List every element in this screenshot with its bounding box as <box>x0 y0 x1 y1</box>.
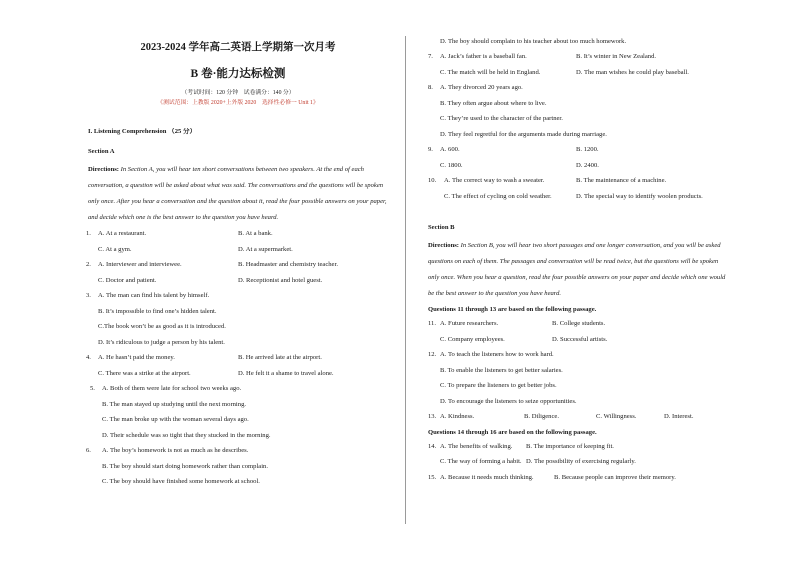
question-5: 5. A. Both of them were late for school two weeks ago. <box>90 385 242 392</box>
option-c[interactable]: C. To prepare the listeners to get better jobs. <box>440 382 557 389</box>
question-2-cd <box>88 277 388 293</box>
section-a-directions: Directions: In Section A, you will hear ten short conversations between two speakers. At the end of each conversation, a question will be asked about what was said. The conversations and the questions will be spoken only once. After you hear a conversation and the question about it, read the four possible answers on your paper, and decide which one is the best answer to the question you have heard. <box>88 166 387 221</box>
option-c[interactable]: C. At a gym. <box>98 245 132 253</box>
passage-heading: Questions 11 through 13 are based on the following passage. <box>428 306 597 313</box>
option-a[interactable]: A. To teach the listeners how to work hard. <box>440 351 554 358</box>
option-d[interactable]: D. The boy should complain to his teacher about too much homework. <box>440 38 627 45</box>
question-6: 6. A. The boy’s homework is not as much as he describes. <box>86 447 249 454</box>
option-c[interactable]: C. The way of forming a habit. <box>440 458 522 465</box>
option-d[interactable]: D. The special way to identify woolen products. <box>576 192 703 200</box>
question-10: 10. A. The correct way to wash a sweater. B. The maintenance of a machine. <box>428 177 667 184</box>
question-14: 14. A. The benefits of walking. B. The importance of keeping fit. <box>428 442 614 450</box>
question-11: 11. A. Future researchers. B. College students. <box>428 320 606 327</box>
right-column <box>428 38 753 489</box>
option-b[interactable]: B. Because people can improve their memory. <box>554 473 676 481</box>
option-c[interactable]: C. The man broke up with the woman several days ago. <box>102 416 249 423</box>
option-a[interactable]: A. Both of them were late for school two weeks ago. <box>102 385 242 392</box>
option-c[interactable]: C. They’re used to the character of the partner. <box>440 115 563 122</box>
exam-meta: （考试时间：120 分钟 试卷满分：140 分） <box>181 90 295 96</box>
option-a[interactable]: A. They divorced 20 years ago. <box>440 84 523 91</box>
option-a[interactable]: A. Future researchers. <box>440 320 499 327</box>
question-13: 13. A. Kindness. B. Diligence. C. Willingness. D. Interest. <box>428 413 694 420</box>
option-c[interactable]: C. There was a strike at the airport. <box>98 369 191 377</box>
column-divider <box>405 36 406 524</box>
option-a[interactable]: A. Jack’s father is a baseball fan. <box>440 53 527 60</box>
option-b[interactable]: B. To enable the listeners to get better salaries. <box>440 366 563 374</box>
option-a[interactable]: A. The correct way to wash a sweater. <box>444 177 545 184</box>
option-a[interactable]: A. The boy’s homework is not as much as he describes. <box>102 447 249 454</box>
question-1: 1. A. At a restaurant. B. At a bank. <box>86 230 273 237</box>
option-a[interactable]: A. Interviewer and interviewee. <box>98 261 182 268</box>
option-c[interactable]: C. Company employees. <box>440 335 505 343</box>
option-d[interactable]: D. It’s ridiculous to judge a person by his talent. <box>98 338 225 346</box>
test-scope: 《测试范围：上教版 2020+上外版 2020 选择性必修一 Unit 1》 <box>157 100 319 106</box>
question-4: 4. A. He hasn’t paid the money. B. He arrived late at the airport. <box>86 354 322 361</box>
option-b[interactable]: B. Headmaster and chemistry teacher. <box>238 261 338 268</box>
option-d[interactable]: D. They feel regretful for the arguments made during marriage. <box>440 130 607 138</box>
option-b[interactable]: B. It’s impossible to find one’s hidden talent. <box>98 307 217 315</box>
option-a[interactable]: A. Kindness. <box>440 413 475 420</box>
directions-label: Directions: <box>428 242 460 249</box>
option-d[interactable]: D. He felt it a shame to travel alone. <box>238 369 334 377</box>
option-c[interactable]: C. Doctor and patient. <box>98 276 157 284</box>
option-d[interactable]: D. The man wishes he could play baseball. <box>576 68 689 76</box>
option-c[interactable]: C. The boy should have finished some homework at school. <box>102 478 260 485</box>
option-d[interactable]: D. At a supermarket. <box>238 245 293 253</box>
option-d[interactable]: D. Receptionist and hotel guest. <box>238 276 323 284</box>
exam-subtitle: B 卷·能力达标检测 <box>190 68 286 80</box>
question-15: 15. A. Because it needs much thinking. B. Because people can improve their memory. <box>428 473 676 481</box>
section-b-directions: Directions: In Section B, you will hear two short passages and one longer conversation, and you will be asked questions on each of them. The passages and conversation will be read twice, but the questions will be spoken only once. When you hear a question, read the four possible answers on your paper and decide which one would be the best answer to the question you have heard. <box>428 242 726 297</box>
question-1-cd <box>88 246 388 262</box>
option-d[interactable]: D. 2400. <box>576 161 599 169</box>
option-b[interactable]: B. 1200. <box>576 146 599 153</box>
question-4-cd <box>88 370 388 386</box>
option-b[interactable]: B. Diligence. <box>524 413 559 420</box>
option-d[interactable]: D. Their schedule was so tight that they stucked in the morning. <box>102 431 271 439</box>
option-a[interactable]: A. At a restaurant. <box>98 230 147 237</box>
option-a[interactable]: A. The man can find his talent by himself. <box>98 292 210 299</box>
question-3: 3. A. The man can find his talent by himself. <box>86 292 210 299</box>
option-b[interactable]: B. The maintenance of a machine. <box>576 177 667 184</box>
option-a[interactable]: A. Because it needs much thinking. <box>440 473 534 481</box>
option-c[interactable]: C. The match will be held in England. <box>440 68 541 76</box>
question-7: 7. A. Jack’s father is a baseball fan. B. It’s winter in New Zealand. <box>428 53 657 60</box>
option-c[interactable]: C. The effect of cycling on cold weather. <box>444 192 552 200</box>
option-b[interactable]: B. At a bank. <box>238 230 273 237</box>
option-b[interactable]: B. College students. <box>552 320 606 327</box>
section-b-heading: Section B <box>428 224 455 231</box>
directions-label: Directions: <box>88 166 120 173</box>
option-c[interactable]: C.The book won’t be as good as it is introduced. <box>98 323 226 330</box>
option-b[interactable]: B. He arrived late at the airport. <box>238 354 322 361</box>
option-b[interactable]: B. The man stayed up studying until the next morning. <box>102 400 247 408</box>
option-b[interactable]: B. They often argue about where to live. <box>440 99 547 107</box>
part-heading: I. Listening Comprehension （25 分） <box>88 128 197 135</box>
option-b[interactable]: B. The boy should start doing homework rather than complain. <box>102 462 268 470</box>
question-9: 9. A. 600. B. 1200. <box>428 146 599 153</box>
option-d[interactable]: D. Successful artists. <box>552 335 608 343</box>
option-a[interactable]: A. 600. <box>440 146 460 153</box>
option-c[interactable]: C. 1800. <box>440 161 463 169</box>
question-8: 8. A. They divorced 20 years ago. <box>428 84 523 91</box>
option-b[interactable]: B. It’s winter in New Zealand. <box>576 53 657 60</box>
option-d[interactable]: D. Interest. <box>664 413 694 420</box>
left-column <box>88 38 388 494</box>
option-b[interactable]: B. The importance of keeping fit. <box>526 442 614 450</box>
section-a-heading: Section A <box>88 148 115 155</box>
question-2: 2. A. Interviewer and interviewee. B. Headmaster and chemistry teacher. <box>86 261 338 268</box>
option-a[interactable]: A. He hasn’t paid the money. <box>98 354 175 361</box>
option-d[interactable]: D. The possibility of exercising regularly. <box>526 458 636 465</box>
passage-heading: Questions 14 through 16 are based on the following passage. <box>428 428 597 436</box>
option-c[interactable]: C. Willingness. <box>596 413 637 420</box>
exam-title: 2023-2024 学年高二英语上学期第一次月考 <box>140 42 336 53</box>
option-d[interactable]: D. To encourage the listeners to seize opportunities. <box>440 397 577 405</box>
option-a[interactable]: A. The benefits of walking. <box>440 442 513 450</box>
question-12: 12. A. To teach the listeners how to work hard. <box>428 351 554 358</box>
